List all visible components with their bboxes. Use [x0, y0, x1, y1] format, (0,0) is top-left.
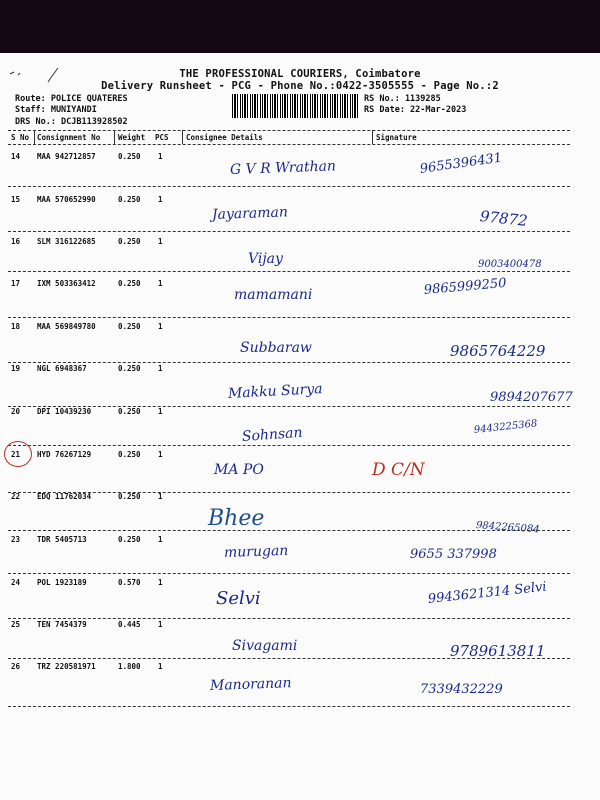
document-title: THE PROFESSIONAL COURIERS, Coimbatore — [179, 68, 421, 80]
row-pcs: 1 — [158, 535, 163, 544]
row-sno: 14 — [11, 152, 21, 161]
signature: 7339432229 — [420, 682, 503, 697]
col-consignment: Consignment No — [37, 133, 101, 142]
row-pcs: 1 — [158, 279, 163, 288]
table-row — [0, 450, 600, 492]
signature: 97872 — [479, 207, 529, 230]
row-rule — [8, 362, 570, 363]
table-row — [0, 578, 600, 620]
col-pcs: PCS — [155, 133, 169, 142]
signature: 9443225368 — [473, 418, 538, 436]
row-rule — [8, 231, 570, 232]
row-pcs: 1 — [158, 237, 163, 246]
consignee-name: murugan — [223, 542, 289, 561]
table-header-rule — [8, 144, 570, 145]
row-weight: 0.250 — [118, 152, 141, 161]
consignee-name: Jayaraman — [211, 204, 289, 223]
row-rule — [8, 445, 570, 446]
row-pcs: 1 — [158, 450, 163, 459]
row-rule — [8, 573, 570, 574]
col-signature: Signature — [376, 133, 417, 142]
signature: 9655396431 — [418, 150, 503, 177]
row-consignment: DPI 10439230 — [37, 407, 92, 416]
document-subtitle: Delivery Runsheet - PCG - Phone No.:0422-3505555 - Page No.:2 — [101, 80, 499, 92]
barcode-image — [232, 94, 360, 118]
row-weight: 0.250 — [118, 364, 141, 373]
row-weight: 0.250 — [118, 279, 141, 288]
row-weight: 0.250 — [118, 195, 141, 204]
rs-number: RS No.: 1139285 — [364, 94, 441, 104]
staff-label: Staff: MUNIYANDI — [15, 105, 97, 115]
row-sno: 20 — [11, 407, 21, 416]
column-divider — [182, 130, 183, 144]
row-sno: 26 — [11, 662, 21, 671]
row-consignment: POL 1923189 — [37, 578, 87, 587]
consignee-name: Bhee — [208, 506, 265, 531]
row-pcs: 1 — [158, 195, 163, 204]
consignee-name: Makku Surya — [227, 381, 323, 402]
column-divider — [114, 130, 115, 144]
route-label: Route: POLICE QUATERES — [15, 94, 128, 104]
row-pcs: 1 — [158, 662, 163, 671]
consignee-name: Selvi — [216, 588, 261, 609]
row-rule — [8, 618, 570, 619]
row-consignment: NGL 6948367 — [37, 364, 87, 373]
row-weight: 0.250 — [118, 492, 141, 501]
table-row — [0, 322, 600, 364]
row-pcs: 1 — [158, 322, 163, 331]
signature: 9789613811 — [450, 642, 546, 660]
table-row — [0, 407, 600, 449]
col-sno: S No — [11, 133, 30, 142]
row-sno: 15 — [11, 195, 21, 204]
row-rule — [8, 186, 570, 187]
signature: 9865999250 — [423, 275, 508, 298]
table-row — [0, 535, 600, 577]
row-weight: 0.250 — [118, 237, 141, 246]
row-sno: 18 — [11, 322, 21, 331]
table-top-rule — [8, 130, 570, 131]
row-rule — [8, 530, 570, 531]
row-rule — [8, 271, 570, 272]
row-rule — [8, 706, 570, 707]
column-divider — [34, 130, 35, 144]
row-sno: 17 — [11, 279, 21, 288]
consignee-name: MA PO — [214, 462, 264, 478]
row-rule — [8, 658, 570, 659]
consignee-name: Subbaraw — [240, 340, 312, 356]
table-row — [0, 275, 600, 321]
row-consignment: EDQ 11762034 — [37, 492, 92, 501]
row-weight: 0.445 — [118, 620, 141, 629]
consignee-name: Vijay — [248, 251, 283, 267]
signature: 9842265084 — [475, 520, 540, 536]
row-sno: 25 — [11, 620, 21, 629]
row-sno: 24 — [11, 578, 21, 587]
row-pcs: 1 — [158, 578, 163, 587]
top-dark-band — [0, 0, 600, 53]
table-row — [0, 364, 600, 406]
row-consignment: MAA 570652990 — [37, 195, 96, 204]
table-row — [0, 620, 600, 662]
column-divider — [372, 130, 373, 144]
row-pcs: 1 — [158, 364, 163, 373]
signature: 9894207677 — [490, 390, 573, 405]
signature: 9865764229 — [450, 342, 546, 360]
signature: 9655 337998 — [410, 547, 497, 562]
consignee-name: Sivagami — [232, 638, 298, 654]
row-weight: 0.250 — [118, 407, 141, 416]
rs-date: RS Date: 22-Mar-2023 — [364, 105, 467, 115]
row-consignment: SLM 316122685 — [37, 237, 96, 246]
row-weight: 0.250 — [118, 450, 141, 459]
row-pcs: 1 — [158, 492, 163, 501]
signature: D C/N — [372, 460, 425, 480]
row-consignment: TDR 5405713 — [37, 535, 87, 544]
row-weight: 0.570 — [118, 578, 141, 587]
row-pcs: 1 — [158, 620, 163, 629]
row-rule — [8, 317, 570, 318]
row-consignment: IXM 503363412 — [37, 279, 96, 288]
row-pcs: 1 — [158, 407, 163, 416]
col-consignee-details: Consignee Details — [186, 133, 263, 142]
table-row — [0, 662, 600, 704]
table-row — [0, 195, 600, 237]
row-weight: 1.800 — [118, 662, 141, 671]
row-consignment: HYD 76267129 — [37, 450, 92, 459]
row-consignment: TRZ 220581971 — [37, 662, 96, 671]
table-row — [0, 237, 600, 279]
consignee-name: G V R Wrathan — [229, 158, 337, 178]
consignee-name: Manoranan — [209, 675, 292, 694]
consignee-name: Sohnsan — [241, 424, 304, 445]
row-consignment: TEN 7454379 — [37, 620, 87, 629]
signature: 9003400478 — [478, 259, 542, 270]
table-row — [0, 492, 600, 534]
row-sno: 22 — [11, 492, 21, 501]
row-consignment: MAA 942712857 — [37, 152, 96, 161]
row-pcs: 1 — [158, 152, 163, 161]
consignee-name: mamamani — [234, 287, 313, 303]
row-sno: 16 — [11, 237, 21, 246]
row-sno: 19 — [11, 364, 21, 373]
col-weight: Weight — [118, 133, 146, 142]
signature: 9943621314 Selvi — [427, 579, 548, 607]
row-sno: 21 — [11, 450, 21, 459]
row-consignment: MAA 569849780 — [37, 322, 96, 331]
row-sno: 23 — [11, 535, 21, 544]
row-weight: 0.250 — [118, 535, 141, 544]
table-row — [0, 152, 600, 194]
row-weight: 0.250 — [118, 322, 141, 331]
drs-number: DRS No.: DCJB113928502 — [15, 117, 128, 127]
